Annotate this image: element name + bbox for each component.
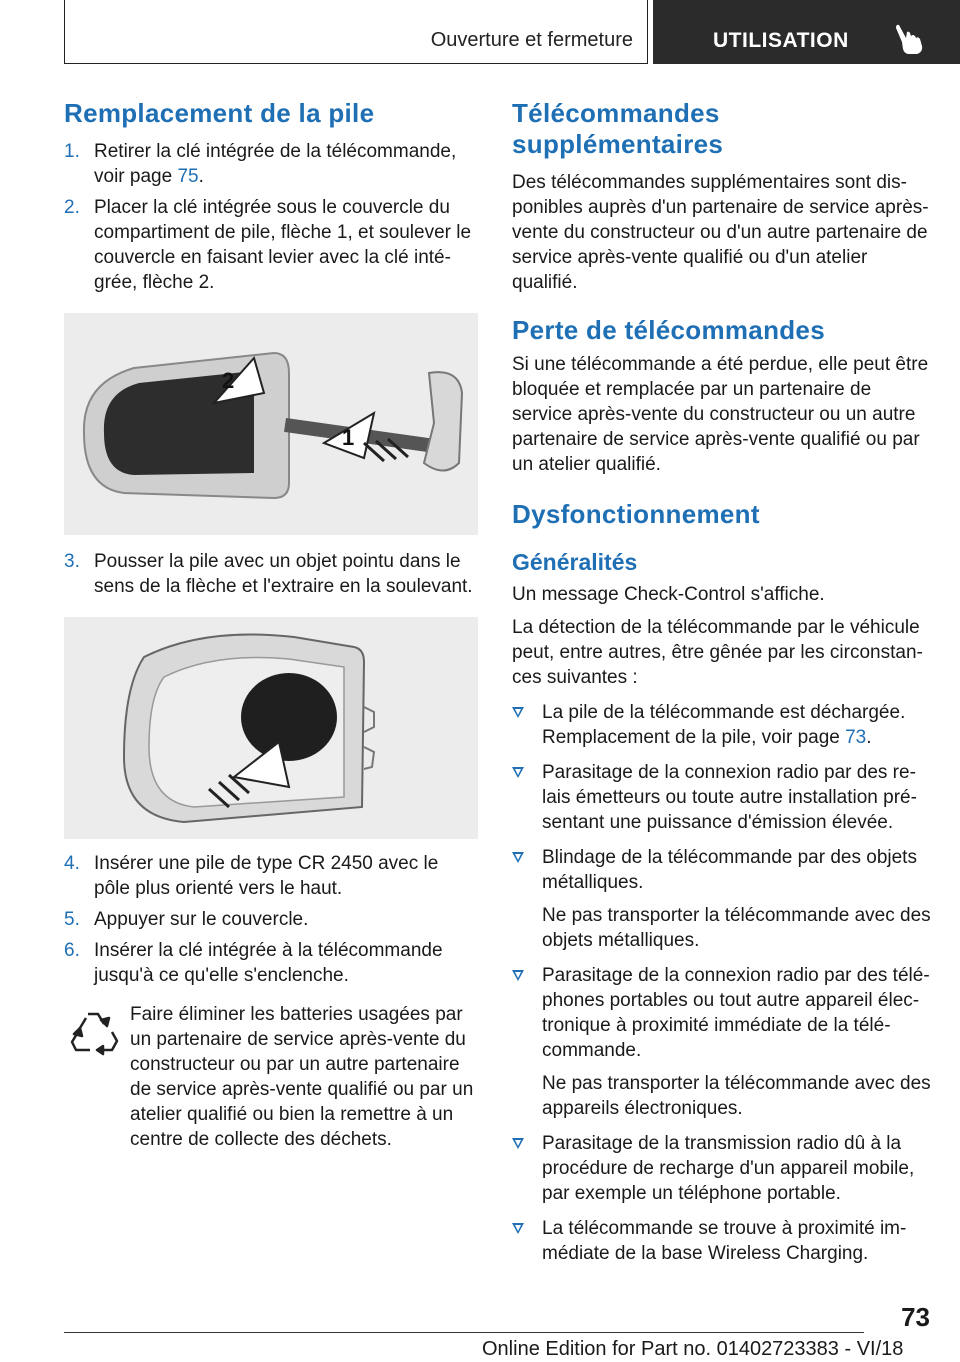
arrow-label-2 xyxy=(222,368,234,393)
list-item xyxy=(512,1131,932,1206)
recycle-note-text: Faire éliminer les batteries usagées par un partenaire de service après-vente du constructeur ou par un autre partenaire de service après-vente qualifié ou par un atelier qualifié ou bien la remettre à un centre de collecte des déchets. xyxy=(130,1004,474,1150)
bullet-triangle-icon xyxy=(512,970,524,981)
footer-divider xyxy=(64,1332,864,1333)
section-title-battery: Remplacement de la pile xyxy=(64,98,375,128)
header-section-box xyxy=(64,0,648,64)
list-item-text: Parasitage de la transmission radio dû à la procédure de recharge d'un appareil mobile, par exemple un téléphone portable. xyxy=(542,1133,915,1204)
figure-label-1: 1 xyxy=(342,425,355,450)
header-section-title: Ouverture et fermeture xyxy=(430,29,633,51)
list-item-text: La pile de la télécommande est déchargée. Remplacement de la pile, voir page xyxy=(542,702,906,748)
step-number: 5. xyxy=(64,909,80,930)
lost-remotes-text: Si une télécommande a été perdue, elle peut être bloquée et remplacée par un partenaire de service après-vente du constructeur ou un autre partenaire de service après-vente qualifié ou par un atelier qualifié. xyxy=(512,354,929,475)
step-text: Insérer la clé intégrée à la télécommande jusqu'à ce qu'elle s'enclenche. xyxy=(94,940,443,986)
list-item-text: Parasitage de la connexion radio par des relais émetteurs ou toute autre installation présentant une puissance d'émission élevée. xyxy=(542,762,917,833)
step-item xyxy=(64,549,478,599)
check-control-text: Un message Check-Control s'affiche. xyxy=(512,584,825,605)
bullet-triangle-icon xyxy=(512,1223,524,1234)
list-item xyxy=(512,700,932,750)
steps-list-3 xyxy=(64,851,478,988)
step-item xyxy=(64,851,478,901)
step-number: 6. xyxy=(64,940,80,961)
header-chapter-title: UTILISATION xyxy=(713,29,849,52)
section-title-extra-remotes: Télécommandes supplémentaires xyxy=(512,98,724,159)
section-title-malfunction: Dysfonctionnement xyxy=(512,499,760,529)
right-column xyxy=(512,98,932,1266)
page-number: 73 xyxy=(901,1302,930,1332)
step-item xyxy=(64,938,478,988)
pointing-hand-icon xyxy=(893,22,927,56)
figure-battery-removal xyxy=(64,617,478,839)
bullet-triangle-icon xyxy=(512,767,524,778)
step-text: Appuyer sur le couvercle. xyxy=(94,909,309,930)
page-link[interactable]: 75 xyxy=(177,166,199,187)
extra-remotes-text: Des télécommandes supplémentaires sont disponibles auprès d'un partenaire de service après-vente du constructeur ou d'un autre partenaire de service après-vente qualifié ou d'un atelier qualifié. xyxy=(512,172,929,293)
bullet-triangle-icon xyxy=(512,1138,524,1149)
list-item-extra: Ne pas transporter la télécommande avec des appareils électroniques. xyxy=(542,1073,931,1119)
detection-intro-text: La détection de la télécommande par le véhicule peut, entre autres, être gênée par les circonstances suivantes : xyxy=(512,617,923,688)
step-text: Placer la clé intégrée sous le couvercle du compartiment de pile, flèche 1, et soulever le couvercle en faisant levier avec la clé intégrée, flèche 2. xyxy=(94,197,472,293)
section-title-lost-remotes: Perte de télécommandes xyxy=(512,315,825,345)
list-item-text: La télécommande se trouve à proximité immédiate de la base Wireless Charging. xyxy=(542,1218,907,1264)
step-number: 3. xyxy=(64,551,80,572)
figure-key-opening xyxy=(64,313,478,535)
list-item-text-end: . xyxy=(866,727,872,748)
list-item xyxy=(512,760,932,835)
step-item xyxy=(64,907,478,932)
bullet-triangle-icon xyxy=(512,707,524,718)
step-text: Retirer la clé intégrée de la télécommande, voir page xyxy=(94,141,457,187)
step-text: Insérer une pile de type CR 2450 avec le pôle plus orienté vers le haut. xyxy=(94,853,439,899)
steps-list-2 xyxy=(64,549,478,599)
figure-label-2: 2 xyxy=(222,368,235,393)
recycle-note xyxy=(64,1002,478,1152)
list-item-text: Blindage de la télécommande par des objets métalliques. xyxy=(542,847,917,893)
list-item xyxy=(512,963,932,1121)
subsection-title-general: Généralités xyxy=(512,549,638,575)
page-link[interactable]: 73 xyxy=(845,727,867,748)
list-item xyxy=(512,1216,932,1266)
list-item xyxy=(512,845,932,953)
step-text-end: . xyxy=(198,166,204,187)
list-item-text: Parasitage de la connexion radio par des téléphones portables ou tout autre appareil électronique à proximité immédiate de la télécommande. xyxy=(542,965,930,1061)
steps-list-1 xyxy=(64,139,478,295)
malfunction-causes-list xyxy=(512,700,932,1266)
step-number: 4. xyxy=(64,853,80,874)
left-column xyxy=(64,98,478,1152)
footer-edition: Online Edition for Part no. 01402723383 - VI/18 xyxy=(482,1338,904,1360)
step-number: 1. xyxy=(64,141,80,162)
bullet-triangle-icon xyxy=(512,852,524,863)
step-number: 2. xyxy=(64,197,80,218)
step-item xyxy=(64,195,478,295)
header-chapter-box xyxy=(653,0,960,64)
step-text: Pousser la pile avec un objet pointu dans le sens de la flèche et l'extraire en la soulevant. xyxy=(94,551,473,597)
list-item-extra: Ne pas transporter la télécommande avec des objets métalliques. xyxy=(542,905,931,951)
step-item xyxy=(64,139,478,189)
